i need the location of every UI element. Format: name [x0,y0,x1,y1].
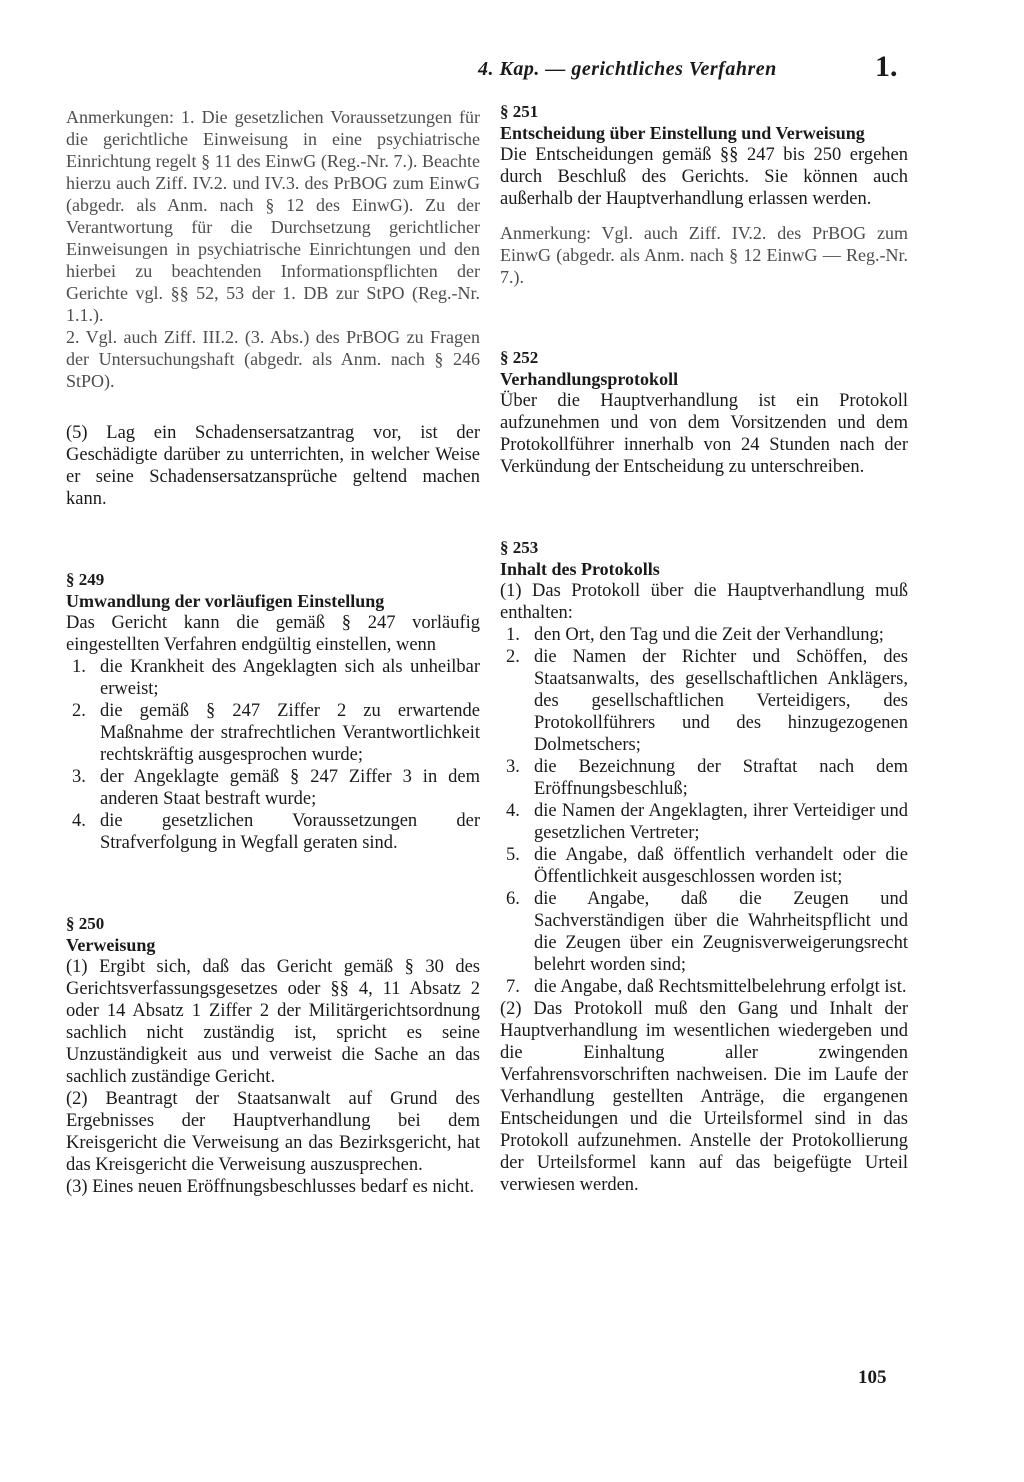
section-intro: Das Gericht kann die gemäß § 247 vorläufig eingestellten Verfahren endgültig einstellen, wenn [66,613,480,655]
chapter-number: 1. [875,50,898,83]
section-intro: (1) Das Protokoll über die Hauptverhandlung muß enthalten: [500,581,908,623]
item-text: die Namen der Angeklagten, ihrer Verteidiger und gesetzlichen Vertreter; [534,801,908,843]
list-item [500,800,908,844]
paragraph-5: (5) Lag ein Schadensersatzantrag vor, ist der Geschädigte darüber zu unterrichten, in welcher Weise er seine Schadensersatzansprüche geltend machen kann. [66,423,480,509]
section-body: Die Entscheidungen gemäß §§ 247 bis 250 ergehen durch Beschluß des Gerichts. Sie können auch außerhalb der Hauptverhandlung erlassen werden. [500,145,908,209]
item-text: der Angeklagte gemäß § 247 Ziffer 3 in dem anderen Staat bestraft wurde; [100,767,480,809]
section-paragraph-3: (3) Eines neuen Eröffnungsbeschlusses bedarf es nicht. [66,1177,475,1197]
section-body: Über die Hauptverhandlung ist ein Protokoll aufzunehmen und von dem Vorsitzenden und dem Protokollführer innerhalb von 24 Stunden nach der Verkündung der Entscheidung zu unterschreiben. [500,391,908,477]
annotation-note-1: Anmerkungen: 1. Die gesetzlichen Voraussetzungen für die gerichtliche Einweisung in eine psychiatrische Einrichtung regelt § 11 des EinwG (Reg.-Nr. 7.). Beachte hierzu auch Ziff. IV.2. und IV.3. des PrBOG zum EinwG (abgedr. als Anm. nach § 12 des EinwG). Zu der Verantwortung für die Durchsetzung gerichtlicher Einweisungen in psychiatrische Einrichtungen und den hierbei zu beachtenden Informationspflichten der Gerichte vgl. §§ 52, 53 der 1. DB zur StPO (Reg.-Nr. 1.1.). [66,107,480,325]
item-number: 1. [72,657,86,677]
item-number: 3. [506,757,520,777]
list-item [500,646,908,756]
section-number: § 252 [500,348,539,367]
item-number: 4. [506,801,520,821]
section-title: Verhandlungsprotokoll [500,369,679,389]
list-item [66,656,480,700]
list-item [66,700,480,766]
item-number: 2. [72,701,86,721]
item-text: die Angabe, daß öffentlich verhandelt oder die Öffentlichkeit ausgeschlossen worden ist; [534,845,908,887]
item-number: 4. [72,811,86,831]
item-number: 6. [506,889,520,909]
annotation-note: Anmerkung: Vgl. auch Ziff. IV.2. des PrBOG zum EinwG (abgedr. als Anm. nach § 12 EinwG — Reg.-Nr. 7.). [500,223,908,287]
section-title: Verweisung [66,935,156,955]
list-item [500,624,908,646]
section-252 [500,348,908,478]
section-250 [66,914,480,1198]
item-text: die gemäß § 247 Ziffer 2 zu erwartende Maßnahme der strafrechtlichen Verantwortlichkeit rechtskräftig ausgesprochen wurde; [100,701,480,765]
list-item [66,810,480,854]
item-number: 3. [72,767,86,787]
item-number: 7. [506,977,520,997]
list-item [500,756,908,800]
right-column [500,102,908,1196]
section-paragraph-2: (2) Beantragt der Staatsanwalt auf Grund des Ergebnisses der Hauptverhandlung bei dem Kreisgericht die Verweisung an das Bezirksgericht, hat das Kreisgericht die Verweisung auszusprechen. [66,1089,480,1175]
page-number: 105 [858,1367,887,1388]
section-251 [500,102,908,288]
item-number: 5. [506,845,520,865]
item-text: die Bezeichnung der Straftat nach dem Eröffnungsbeschluß; [534,757,908,799]
item-text: die Angabe, daß die Zeugen und Sachverständigen über die Wahrheitspflicht und die Zeugen über ein Zeugnisverweigerungsrecht belehrt worden sind; [534,889,908,975]
section-title: Entscheidung über Einstellung und Verweisung [500,123,865,143]
list-item [500,844,908,888]
item-text: die gesetzlichen Voraussetzungen der Strafverfolgung in Wegfall geraten sind. [100,811,480,853]
running-title: 4. Kap. — gerichtliches Verfahren [478,58,777,80]
section-number: § 249 [66,570,105,589]
section-253 [500,538,908,1196]
item-number: 1. [506,625,520,645]
section-249 [66,570,480,854]
item-text: die Krankheit des Angeklagten sich als unheilbar erweist; [100,657,480,699]
list-item [500,976,908,998]
list-item [66,766,480,810]
annotation-note-2: 2. Vgl. auch Ziff. III.2. (3. Abs.) des PrBOG zu Fragen der Untersuchungshaft (abgedr. als Anm. nach § 246 StPO). [66,327,480,391]
item-text: die Namen der Richter und Schöffen, des Staatsanwalts, des gesellschaftlichen Anklägers, des gesellschaftlichen Verteidigers, des Protokollführers und des hinzugezogenen Dolmetschers; [534,647,908,755]
section-paragraph-2: (2) Das Protokoll muß den Gang und Inhalt der Hauptverhandlung im wesentlichen wiedergeben und die Einhaltung aller zwingenden Verfahrensvorschriften nachweisen. Die im Laufe der Verhandlung gestellten Anträge, die ergangenen Entscheidungen und die Urteilsformel sind in das Protokoll aufzunehmen. Anstelle der Protokollierung der Urteilsformel kann auf das beigefügte Urteil verwiesen werden. [500,999,908,1195]
item-text: den Ort, den Tag und die Zeit der Verhandlung; [534,625,884,645]
page-header [470,50,910,90]
section-title: Inhalt des Protokolls [500,559,660,579]
section-number: § 250 [66,914,105,933]
section-title: Umwandlung der vorläufigen Einstellung [66,591,385,611]
left-column [66,106,480,1198]
item-text: die Angabe, daß Rechtsmittelbelehrung erfolgt ist. [534,977,907,997]
section-paragraph-1: (1) Ergibt sich, daß das Gericht gemäß § 30 des Gerichtsverfassungsgesetzes oder §§ 4, 11 Absatz 2 oder 14 Absatz 1 Ziffer 2 der Militärgerichtsordnung sachlich nicht zuständig ist, spricht es seine Unzuständigkeit aus und verweist die Sache an das sachlich zuständige Gericht. [66,957,480,1087]
section-number: § 253 [500,538,539,557]
item-number: 2. [506,647,520,667]
list-item [500,888,908,976]
section-number: § 251 [500,102,539,121]
